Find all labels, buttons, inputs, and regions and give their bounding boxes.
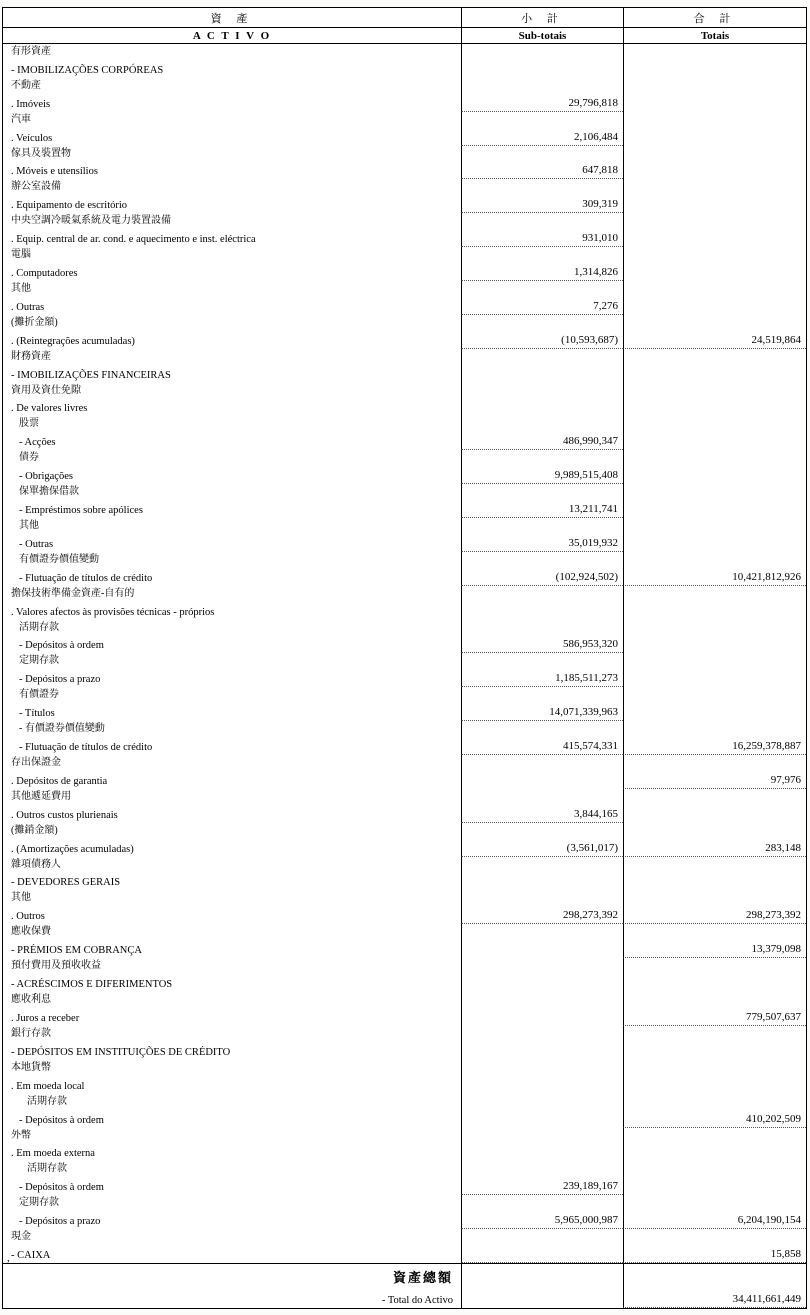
table-row: [3, 620, 806, 654]
asset-label-pt: - Outras: [19, 538, 54, 550]
table-body: [3, 44, 806, 1263]
table-row: [3, 1060, 806, 1094]
total-cell: [623, 416, 806, 450]
table-row: [3, 1195, 806, 1229]
subtotal-cell: [461, 484, 623, 518]
asset-label-cell: [3, 755, 461, 789]
asset-label-cell: [3, 44, 461, 78]
asset-label-zh: 擔保技術準備金資產-自有的: [11, 587, 135, 599]
total-value: 13,379,098: [751, 943, 801, 956]
total-cell: [623, 1229, 806, 1263]
total-value: 779,507,637: [746, 1010, 801, 1023]
subtotal-cell: [461, 857, 623, 891]
table-row: [3, 213, 806, 247]
asset-label-cell: [3, 552, 461, 586]
total-cell: [623, 146, 806, 180]
asset-label-pt: . De valores livres: [11, 403, 88, 415]
table-row: [3, 586, 806, 620]
asset-label-cell: [3, 1128, 461, 1162]
total-cell: [623, 789, 806, 823]
asset-label-pt: - Depósitos à ordem: [19, 1182, 104, 1194]
table-row: [3, 653, 806, 687]
asset-label-pt: . Outras: [11, 301, 45, 313]
total-value: 6,204,190,154: [737, 1214, 801, 1227]
asset-label-cell: [3, 349, 461, 383]
subtotal-cell: [461, 721, 623, 755]
asset-label-cell: [3, 213, 461, 247]
asset-label-pt: . Outros custos plurienais: [11, 809, 118, 821]
subtotal-cell: [461, 992, 623, 1026]
total-cell: [623, 620, 806, 654]
asset-label-pt: - ACRÉSCIMOS E DIFERIMENTOS: [11, 979, 173, 991]
total-cell: [623, 247, 806, 281]
asset-label-zh: 有價證券: [19, 689, 59, 701]
asset-label-zh: 股票: [19, 418, 39, 430]
total-cell: [623, 1026, 806, 1060]
asset-label-zh: 傢具及裝置物: [11, 147, 71, 159]
subtotal-cell: [461, 552, 623, 586]
table-row: [3, 789, 806, 823]
subtotal-cell: [461, 924, 623, 958]
asset-label-zh: - 有價證券價值變動: [19, 723, 105, 735]
table-row: [3, 552, 806, 586]
header-subtotals-zh: 小 計: [461, 8, 623, 27]
asset-label-zh: 汽車: [11, 113, 31, 125]
table-row: [3, 112, 806, 146]
total-value: 283,148: [765, 841, 801, 854]
asset-label-cell: [3, 179, 461, 213]
total-value: 15,858: [770, 1247, 801, 1260]
total-cell: [623, 992, 806, 1026]
table-row: [3, 484, 806, 518]
table-row: [3, 416, 806, 450]
asset-label-pt: . Veículos: [11, 132, 53, 144]
table-row: [3, 518, 806, 552]
asset-label-zh: 財務資產: [11, 350, 51, 362]
asset-label-pt: - DEVEDORES GERAIS: [11, 877, 121, 889]
assets-balance-table: [2, 7, 807, 1309]
total-cell: [623, 1060, 806, 1094]
total-cell: [623, 687, 806, 721]
total-cell: [623, 44, 806, 78]
subtotal-value: 298,273,392: [563, 909, 618, 922]
total-cell: [623, 1161, 806, 1195]
asset-label-pt: - IMOBILIZAÇÕES CORPÓREAS: [11, 64, 164, 76]
subtotal-value: 1,185,511,273: [555, 672, 618, 685]
asset-label-zh: 不動產: [11, 79, 41, 91]
subtotal-value: 415,574,331: [563, 740, 618, 753]
total-value: 10,421,812,926: [732, 570, 801, 583]
asset-label-zh: (攤折金額): [11, 316, 58, 328]
asset-label-zh: 活期存款: [27, 1163, 67, 1175]
subtotal-cell: [461, 416, 623, 450]
total-cell: [623, 721, 806, 755]
asset-label-pt: - Depósitos à ordem: [19, 1114, 104, 1126]
asset-label-cell: [3, 823, 461, 857]
table-row: [3, 450, 806, 484]
asset-label-zh: 電腦: [11, 249, 31, 261]
subtotal-value: (10,593,687): [561, 333, 618, 346]
asset-label-pt: . Valores afectos às provisões técnicas - próprios: [11, 606, 215, 618]
asset-label-pt: - Empréstimos sobre apólices: [19, 505, 143, 517]
asset-label-zh: 保單擔保借款: [19, 486, 79, 498]
asset-label-pt: - PRÉMIOS EM COBRANÇA: [11, 945, 142, 957]
subtotal-cell: [461, 586, 623, 620]
asset-label-zh: 有形資產: [11, 46, 51, 57]
asset-label-pt: . (Amortizações acumuladas): [11, 843, 134, 855]
subtotal-cell: [461, 755, 623, 789]
subtotal-cell: [461, 890, 623, 924]
total-cell: [623, 281, 806, 315]
total-cell: [623, 1128, 806, 1162]
asset-label-zh: 應收利息: [11, 994, 51, 1006]
scan-artifact-mark: ,: [7, 1252, 10, 1264]
total-cell: [623, 112, 806, 146]
asset-label-pt: . Em moeda local: [11, 1080, 85, 1092]
total-value: 298,273,392: [746, 909, 801, 922]
asset-label-cell: [3, 484, 461, 518]
table-row: [3, 958, 806, 992]
asset-label-cell: [3, 1094, 461, 1128]
total-amount-cell: [623, 1264, 806, 1308]
asset-label-pt: . Outros: [11, 911, 45, 923]
total-amount: 34,411,661,449: [732, 1293, 801, 1305]
table-row: [3, 315, 806, 349]
asset-label-pt: . Em moeda externa: [11, 1148, 95, 1160]
total-cell: [623, 315, 806, 349]
subtotal-value: 586,953,320: [563, 638, 618, 651]
asset-label-pt: . (Reintegrações acumuladas): [11, 335, 135, 347]
asset-label-zh: 其他: [11, 283, 31, 295]
subtotal-cell: [461, 620, 623, 654]
subtotal-cell: [461, 281, 623, 315]
table-row: [3, 755, 806, 789]
total-cell: [623, 1195, 806, 1229]
table-row: [3, 992, 806, 1026]
subtotal-cell: [461, 247, 623, 281]
asset-label-zh: 銀行存款: [11, 1027, 51, 1039]
asset-label-zh: 債券: [19, 452, 39, 464]
total-cell: [623, 586, 806, 620]
table-row: [3, 721, 806, 755]
asset-label-cell: [3, 620, 461, 654]
asset-label-cell: [3, 789, 461, 823]
subtotal-value: (102,924,502): [555, 570, 618, 583]
subtotal-cell: [461, 1229, 623, 1263]
asset-label-pt: . Equipamento de escritório: [11, 200, 128, 212]
asset-label-cell: [3, 315, 461, 349]
total-value: 16,259,378,887: [732, 740, 801, 753]
asset-label-pt: . Imóveis: [11, 98, 51, 110]
asset-label-cell: [3, 247, 461, 281]
asset-label-zh: 其他: [11, 892, 31, 904]
subtotal-cell: [461, 1094, 623, 1128]
subtotal-value: 647,818: [582, 164, 618, 177]
asset-label-cell: [3, 112, 461, 146]
asset-label-cell: [3, 146, 461, 180]
asset-label-pt: - CAIXA: [11, 1249, 51, 1261]
asset-label-zh: 活期存款: [19, 621, 59, 633]
asset-label-zh: 辦公室設備: [11, 181, 61, 193]
subtotal-value: 239,189,167: [563, 1180, 618, 1193]
table-row: [3, 687, 806, 721]
subtotal-cell: [461, 1128, 623, 1162]
table-row: [3, 247, 806, 281]
asset-label-zh: 雜項債務人: [11, 858, 61, 870]
total-cell: [623, 823, 806, 857]
total-cell: [623, 924, 806, 958]
asset-label-cell: [3, 1229, 461, 1263]
subtotal-cell: [461, 78, 623, 112]
subtotal-cell: [461, 1195, 623, 1229]
asset-label-pt: - Flutuação de títulos de crédito: [19, 572, 153, 584]
asset-label-pt: - DEPÓSITOS EM INSTITUIÇÕES DE CRÉDITO: [11, 1046, 231, 1058]
header-totals-zh: 合 計: [623, 8, 806, 27]
table-row: [3, 1161, 806, 1195]
asset-label-cell: [3, 721, 461, 755]
asset-label-pt: - Obrigações: [19, 471, 73, 483]
table-row: [3, 281, 806, 315]
asset-label-pt: . Móveis e utensílios: [11, 166, 98, 178]
subtotal-cell: [461, 315, 623, 349]
asset-label-zh: 本地貨幣: [11, 1061, 51, 1073]
total-cell: [623, 518, 806, 552]
subtotal-cell: [461, 112, 623, 146]
total-cell: [623, 653, 806, 687]
asset-label-zh: 存出保證金: [11, 757, 61, 769]
asset-label-zh: 外幣: [11, 1129, 31, 1141]
asset-label-pt: - IMOBILIZAÇÕES FINANCEIRAS: [11, 369, 171, 381]
asset-label-pt: - Acções: [19, 437, 56, 449]
subtotal-cell: [461, 653, 623, 687]
subtotal-cell: [461, 1161, 623, 1195]
table-row: [3, 78, 806, 112]
total-subtotal-cell: [461, 1264, 623, 1308]
asset-label-pt: . Juros a receber: [11, 1012, 80, 1024]
asset-label-pt: - Depósitos a prazo: [19, 1216, 101, 1228]
subtotal-cell: [461, 518, 623, 552]
asset-label-zh: 中央空調冷暖氣系統及電力裝置設備: [11, 215, 171, 227]
header-assets-zh: 資 產: [210, 13, 254, 25]
total-cell: [623, 179, 806, 213]
table-row: [3, 1128, 806, 1162]
subtotal-value: 931,010: [582, 232, 618, 245]
asset-label-zh: 現金: [11, 1231, 31, 1243]
total-cell: [623, 383, 806, 417]
total-cell: [623, 78, 806, 112]
table-row: [3, 1094, 806, 1128]
table-header: [3, 8, 806, 44]
asset-label-cell: [3, 78, 461, 112]
subtotal-value: 5,965,000,987: [554, 1214, 618, 1227]
subtotal-cell: [461, 687, 623, 721]
total-label-pt: - Total do Activo: [381, 1295, 453, 1306]
table-row: [3, 1229, 806, 1263]
asset-label-cell: [3, 958, 461, 992]
subtotal-cell: [461, 146, 623, 180]
table-row: [3, 924, 806, 958]
table-row: [3, 890, 806, 924]
asset-label-pt: - Flutuação de títulos de crédito: [19, 742, 153, 754]
subtotal-cell: [461, 823, 623, 857]
subtotal-value: 7,276: [593, 299, 618, 312]
subtotal-value: 486,990,347: [563, 435, 618, 448]
asset-label-zh: 其他遞延費用: [11, 790, 71, 802]
header-row-portuguese: [3, 28, 806, 44]
subtotal-value: 9,989,515,408: [554, 469, 618, 482]
table-row: [3, 44, 806, 78]
asset-label-pt: - Depósitos a prazo: [19, 674, 101, 686]
asset-label-pt: . Computadores: [11, 268, 78, 280]
subtotal-cell: [461, 958, 623, 992]
asset-label-cell: [3, 450, 461, 484]
total-value: 97,976: [770, 773, 801, 786]
table-row: [3, 823, 806, 857]
total-cell: [623, 958, 806, 992]
table-row: [3, 383, 806, 417]
subtotal-value: 2,106,484: [574, 130, 618, 143]
subtotal-value: 29,796,818: [568, 96, 618, 109]
subtotal-cell: [461, 213, 623, 247]
asset-label-cell: [3, 1060, 461, 1094]
total-cell: [623, 349, 806, 383]
subtotal-value: 3,844,165: [574, 807, 618, 820]
subtotal-value: 13,211,741: [568, 503, 618, 516]
subtotal-value: 1,314,826: [574, 266, 618, 279]
table-row: [3, 179, 806, 213]
total-cell: [623, 1094, 806, 1128]
asset-label-zh: 預付費用及預收收益: [11, 960, 101, 972]
total-cell: [623, 890, 806, 924]
total-label-zh: 資產總額: [392, 1270, 453, 1285]
subtotal-cell: [461, 179, 623, 213]
asset-label-cell: [3, 1026, 461, 1060]
asset-label-pt: . Equip. central de ar. cond. e aquecimento e inst. eléctrica: [11, 234, 256, 246]
asset-label-cell: [3, 687, 461, 721]
table-row: [3, 1026, 806, 1060]
subtotal-cell: [461, 383, 623, 417]
subtotal-cell: [461, 789, 623, 823]
asset-label-pt: . Depósitos de garantia: [11, 775, 108, 787]
asset-label-cell: [3, 992, 461, 1026]
total-cell: [623, 755, 806, 789]
table-row: [3, 349, 806, 383]
subtotal-value: 14,071,339,963: [549, 706, 618, 719]
asset-label-cell: [3, 586, 461, 620]
subtotal-value: 309,319: [582, 198, 618, 211]
subtotal-cell: [461, 1026, 623, 1060]
total-cell: [623, 450, 806, 484]
total-row: [3, 1263, 806, 1308]
header-subtotals-pt: Sub-totais: [461, 28, 623, 43]
subtotal-value: (3,561,017): [566, 841, 618, 854]
asset-label-cell: [3, 890, 461, 924]
asset-label-cell: [3, 924, 461, 958]
total-cell: [623, 857, 806, 891]
total-cell: [623, 552, 806, 586]
asset-label-zh: 定期存款: [19, 655, 59, 667]
table-row: [3, 857, 806, 891]
asset-label-zh: 應收保費: [11, 926, 51, 938]
total-cell: [623, 213, 806, 247]
asset-label-pt: - Títulos: [19, 708, 55, 720]
subtotal-value: 35,019,932: [568, 536, 618, 549]
header-assets-pt: A C T I V O: [192, 30, 272, 42]
asset-label-pt: - Depósitos à ordem: [19, 640, 104, 652]
total-value: 24,519,864: [751, 333, 801, 346]
subtotal-cell: [461, 349, 623, 383]
asset-label-cell: [3, 1161, 461, 1195]
asset-label-cell: [3, 518, 461, 552]
asset-label-zh: 有價證券價值變動: [19, 553, 99, 565]
table-row: [3, 146, 806, 180]
asset-label-cell: [3, 281, 461, 315]
subtotal-cell: [461, 44, 623, 78]
asset-label-cell: [3, 1195, 461, 1229]
asset-label-zh: 定期存款: [19, 1197, 59, 1209]
header-totals-pt: Totais: [623, 28, 806, 43]
total-cell: [623, 484, 806, 518]
subtotal-cell: [461, 450, 623, 484]
asset-label-zh: (攤銷金額): [11, 824, 58, 836]
asset-label-cell: [3, 653, 461, 687]
asset-label-zh: 其他: [19, 520, 39, 532]
asset-label-cell: [3, 383, 461, 417]
asset-label-cell: [3, 416, 461, 450]
header-row-chinese: [3, 8, 806, 28]
asset-label-zh: 活期存款: [27, 1095, 67, 1107]
asset-label-zh: 資用及資仕免隙: [11, 384, 81, 396]
total-label-cell: [3, 1264, 461, 1308]
asset-label-cell: [3, 857, 461, 891]
total-value: 410,202,509: [746, 1112, 801, 1125]
subtotal-cell: [461, 1060, 623, 1094]
